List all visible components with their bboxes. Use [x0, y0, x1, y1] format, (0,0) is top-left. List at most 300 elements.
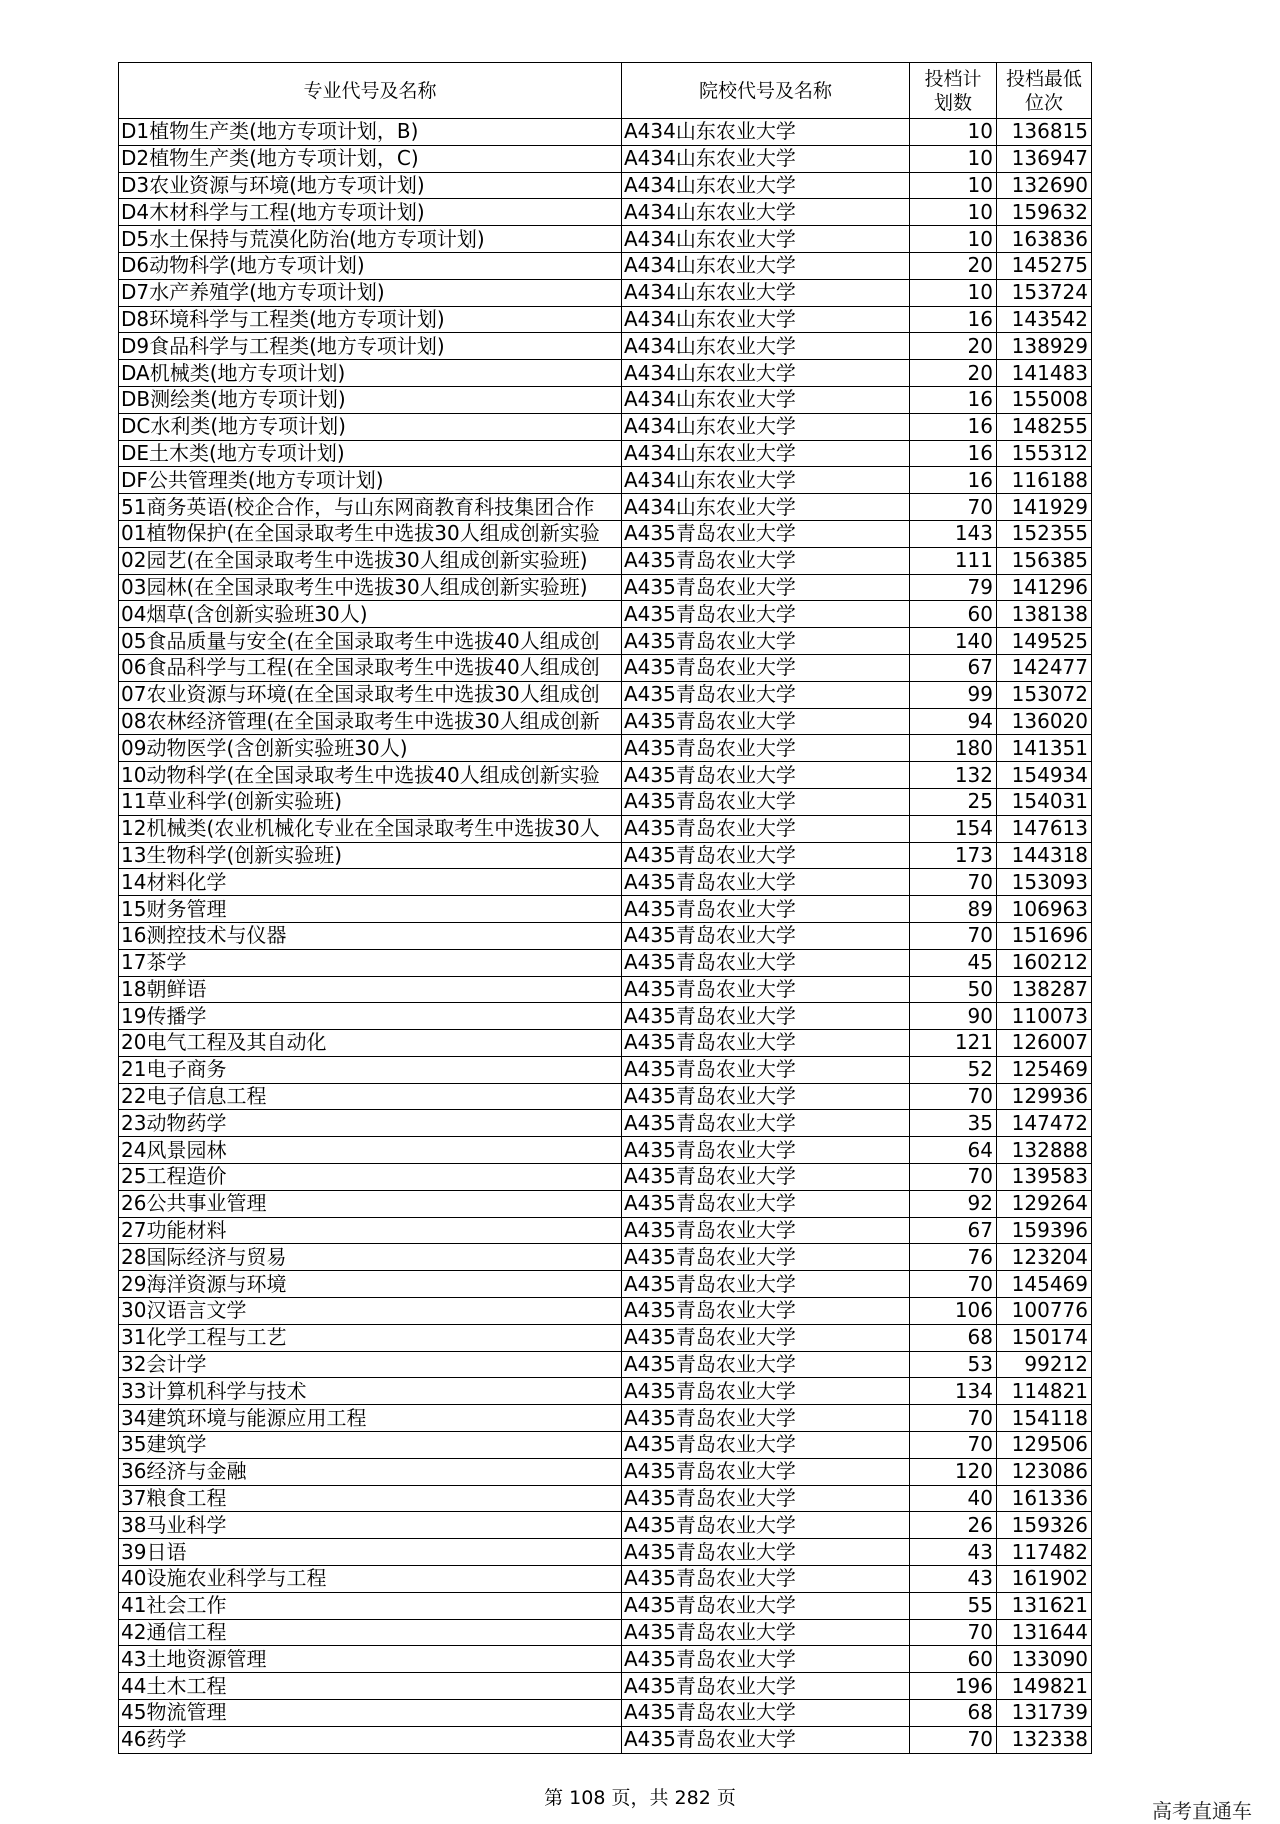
table-row: [119, 279, 1092, 306]
cell-school: A434山东农业大学: [622, 172, 910, 199]
cell-major: 31化学工程与工艺: [119, 1324, 622, 1351]
cell-school: A435青岛农业大学: [622, 1110, 910, 1137]
table-row: [119, 949, 1092, 976]
table-row: [119, 1700, 1092, 1727]
header-rank: [997, 63, 1092, 119]
cell-major: 15财务管理: [119, 896, 622, 923]
cell-min-rank: 152355: [997, 520, 1092, 547]
cell-school: A435青岛农业大学: [622, 628, 910, 655]
cell-plan-count: 43: [910, 1539, 997, 1566]
cell-school: A435青岛农业大学: [622, 1003, 910, 1030]
table-row: [119, 360, 1092, 387]
table-row: [119, 1405, 1092, 1432]
cell-major: 27功能材料: [119, 1217, 622, 1244]
cell-min-rank: 155312: [997, 440, 1092, 467]
table-row: [119, 708, 1092, 735]
cell-plan-count: 70: [910, 1726, 997, 1753]
cell-plan-count: 16: [910, 467, 997, 494]
cell-major: 32会计学: [119, 1351, 622, 1378]
cell-major: DC水利类(地方专项计划): [119, 413, 622, 440]
cell-plan-count: 70: [910, 494, 997, 521]
cell-min-rank: 154118: [997, 1405, 1092, 1432]
table-row: [119, 1003, 1092, 1030]
table-row: [119, 520, 1092, 547]
cell-major: DB测绘类(地方专项计划): [119, 386, 622, 413]
cell-school: A434山东农业大学: [622, 199, 910, 226]
cell-plan-count: 53: [910, 1351, 997, 1378]
cell-plan-count: 20: [910, 333, 997, 360]
table-row: [119, 440, 1092, 467]
cell-school: A435青岛农业大学: [622, 735, 910, 762]
cell-min-rank: 153724: [997, 279, 1092, 306]
table-row: [119, 842, 1092, 869]
cell-school: A435青岛农业大学: [622, 1673, 910, 1700]
cell-plan-count: 99: [910, 681, 997, 708]
cell-school: A435青岛农业大学: [622, 1244, 910, 1271]
cell-school: A434山东农业大学: [622, 226, 910, 253]
cell-major: DE土木类(地方专项计划): [119, 440, 622, 467]
cell-plan-count: 10: [910, 226, 997, 253]
cell-major: DA机械类(地方专项计划): [119, 360, 622, 387]
cell-plan-count: 140: [910, 628, 997, 655]
cell-min-rank: 145275: [997, 252, 1092, 279]
cell-plan-count: 64: [910, 1137, 997, 1164]
cell-major: D9食品科学与工程类(地方专项计划): [119, 333, 622, 360]
cell-major: 13生物科学(创新实验班): [119, 842, 622, 869]
table-row: [119, 1673, 1092, 1700]
cell-major: 42通信工程: [119, 1619, 622, 1646]
cell-plan-count: 154: [910, 815, 997, 842]
cell-school: A435青岛农业大学: [622, 1700, 910, 1727]
cell-min-rank: 100776: [997, 1298, 1092, 1325]
table-row: [119, 1110, 1092, 1137]
header-school: 院校代号及名称: [622, 63, 910, 119]
table-row: [119, 1271, 1092, 1298]
cell-major: 46药学: [119, 1726, 622, 1753]
cell-major: 37粮食工程: [119, 1485, 622, 1512]
cell-major: 41社会工作: [119, 1592, 622, 1619]
cell-plan-count: 79: [910, 574, 997, 601]
table-row: [119, 1512, 1092, 1539]
table-row: [119, 1244, 1092, 1271]
cell-major: D4木材科学与工程(地方专项计划): [119, 199, 622, 226]
cell-plan-count: 16: [910, 440, 997, 467]
cell-min-rank: 141296: [997, 574, 1092, 601]
cell-school: A435青岛农业大学: [622, 762, 910, 789]
cell-plan-count: 70: [910, 1164, 997, 1191]
cell-plan-count: 111: [910, 547, 997, 574]
cell-major: 39日语: [119, 1539, 622, 1566]
cell-major: 30汉语言文学: [119, 1298, 622, 1325]
cell-plan-count: 52: [910, 1056, 997, 1083]
table-header-row: [119, 63, 1092, 119]
cell-plan-count: 50: [910, 976, 997, 1003]
cell-min-rank: 148255: [997, 413, 1092, 440]
cell-plan-count: 20: [910, 360, 997, 387]
cell-min-rank: 144318: [997, 842, 1092, 869]
cell-min-rank: 154031: [997, 788, 1092, 815]
cell-major: 45物流管理: [119, 1700, 622, 1727]
table-row: [119, 252, 1092, 279]
cell-school: A435青岛农业大学: [622, 1217, 910, 1244]
cell-min-rank: 160212: [997, 949, 1092, 976]
cell-major: D8环境科学与工程类(地方专项计划): [119, 306, 622, 333]
cell-major: 26公共事业管理: [119, 1190, 622, 1217]
table-row: [119, 601, 1092, 628]
cell-school: A435青岛农业大学: [622, 842, 910, 869]
table-row: [119, 1432, 1092, 1459]
cell-school: A435青岛农业大学: [622, 1566, 910, 1593]
cell-major: 24风景园林: [119, 1137, 622, 1164]
cell-min-rank: 153093: [997, 869, 1092, 896]
table-row: [119, 386, 1092, 413]
cell-min-rank: 138929: [997, 333, 1092, 360]
cell-plan-count: 94: [910, 708, 997, 735]
table-row: [119, 574, 1092, 601]
cell-school: A435青岛农业大学: [622, 1592, 910, 1619]
cell-min-rank: 147613: [997, 815, 1092, 842]
header-plan: [910, 63, 997, 119]
cell-plan-count: 92: [910, 1190, 997, 1217]
cell-plan-count: 90: [910, 1003, 997, 1030]
cell-school: A435青岛农业大学: [622, 1726, 910, 1753]
cell-plan-count: 143: [910, 520, 997, 547]
cell-min-rank: 159326: [997, 1512, 1092, 1539]
cell-school: A435青岛农业大学: [622, 1458, 910, 1485]
table-row: [119, 226, 1092, 253]
cell-school: A434山东农业大学: [622, 119, 910, 146]
table-row: [119, 172, 1092, 199]
cell-major: 08农林经济管理(在全国录取考生中选拔30人组成创新: [119, 708, 622, 735]
cell-plan-count: 16: [910, 386, 997, 413]
cell-major: 22电子信息工程: [119, 1083, 622, 1110]
table-row: [119, 1485, 1092, 1512]
cell-school: A435青岛农业大学: [622, 869, 910, 896]
cell-plan-count: 20: [910, 252, 997, 279]
cell-major: 43土地资源管理: [119, 1646, 622, 1673]
cell-plan-count: 35: [910, 1110, 997, 1137]
table-row: [119, 735, 1092, 762]
cell-min-rank: 141351: [997, 735, 1092, 762]
cell-min-rank: 133090: [997, 1646, 1092, 1673]
cell-plan-count: 60: [910, 1646, 997, 1673]
cell-school: A435青岛农业大学: [622, 1298, 910, 1325]
cell-plan-count: 70: [910, 1271, 997, 1298]
table-row: [119, 1566, 1092, 1593]
table-row: [119, 1539, 1092, 1566]
cell-major: 35建筑学: [119, 1432, 622, 1459]
cell-major: 33计算机科学与技术: [119, 1378, 622, 1405]
cell-min-rank: 150174: [997, 1324, 1092, 1351]
cell-major: 44土木工程: [119, 1673, 622, 1700]
cell-min-rank: 136020: [997, 708, 1092, 735]
table-row: [119, 681, 1092, 708]
cell-major: 51商务英语(校企合作，与山东网商教育科技集团合作: [119, 494, 622, 521]
table-row: [119, 922, 1092, 949]
table-row: [119, 1137, 1092, 1164]
cell-plan-count: 180: [910, 735, 997, 762]
cell-school: A435青岛农业大学: [622, 708, 910, 735]
cell-plan-count: 26: [910, 1512, 997, 1539]
cell-school: A435青岛农业大学: [622, 1324, 910, 1351]
cell-school: A435青岛农业大学: [622, 1485, 910, 1512]
cell-plan-count: 10: [910, 199, 997, 226]
cell-plan-count: 40: [910, 1485, 997, 1512]
cell-plan-count: 68: [910, 1324, 997, 1351]
table-row: [119, 815, 1092, 842]
table-row: [119, 145, 1092, 172]
cell-school: A435青岛农业大学: [622, 1619, 910, 1646]
cell-major: 36经济与金融: [119, 1458, 622, 1485]
cell-major: 19传播学: [119, 1003, 622, 1030]
cell-school: A435青岛农业大学: [622, 1512, 910, 1539]
cell-min-rank: 161902: [997, 1566, 1092, 1593]
cell-plan-count: 70: [910, 1083, 997, 1110]
header-major: 专业代号及名称: [119, 63, 622, 119]
table-row: [119, 976, 1092, 1003]
cell-plan-count: 173: [910, 842, 997, 869]
cell-school: A435青岛农业大学: [622, 601, 910, 628]
cell-min-rank: 142477: [997, 654, 1092, 681]
cell-school: A434山东农业大学: [622, 279, 910, 306]
cell-school: A435青岛农业大学: [622, 1432, 910, 1459]
cell-major: 03园林(在全国录取考生中选拔30人组成创新实验班): [119, 574, 622, 601]
header-rank-line2: 位次: [1024, 91, 1063, 114]
cell-school: A434山东农业大学: [622, 494, 910, 521]
cell-major: 18朝鲜语: [119, 976, 622, 1003]
cell-min-rank: 149821: [997, 1673, 1092, 1700]
table-row: [119, 1030, 1092, 1057]
cell-school: A435青岛农业大学: [622, 922, 910, 949]
cell-min-rank: 155008: [997, 386, 1092, 413]
cell-plan-count: 67: [910, 654, 997, 681]
cell-school: A434山东农业大学: [622, 413, 910, 440]
cell-school: A434山东农业大学: [622, 360, 910, 387]
cell-plan-count: 106: [910, 1298, 997, 1325]
cell-school: A435青岛农业大学: [622, 1164, 910, 1191]
cell-school: A435青岛农业大学: [622, 1271, 910, 1298]
cell-min-rank: 163836: [997, 226, 1092, 253]
cell-plan-count: 70: [910, 922, 997, 949]
cell-school: A435青岛农业大学: [622, 574, 910, 601]
admission-table: [118, 62, 1092, 1754]
cell-min-rank: 136947: [997, 145, 1092, 172]
cell-plan-count: 25: [910, 788, 997, 815]
cell-plan-count: 70: [910, 1432, 997, 1459]
table-row: [119, 1056, 1092, 1083]
cell-plan-count: 16: [910, 413, 997, 440]
cell-plan-count: 16: [910, 306, 997, 333]
cell-major: 11草业科学(创新实验班): [119, 788, 622, 815]
cell-min-rank: 132338: [997, 1726, 1092, 1753]
cell-school: A435青岛农业大学: [622, 1030, 910, 1057]
cell-plan-count: 10: [910, 279, 997, 306]
cell-school: A435青岛农业大学: [622, 1378, 910, 1405]
cell-min-rank: 138138: [997, 601, 1092, 628]
table-row: [119, 333, 1092, 360]
table-row: [119, 1217, 1092, 1244]
cell-min-rank: 132690: [997, 172, 1092, 199]
cell-plan-count: 70: [910, 1405, 997, 1432]
cell-plan-count: 10: [910, 119, 997, 146]
cell-school: A434山东农业大学: [622, 306, 910, 333]
table-body: [119, 119, 1092, 1754]
cell-min-rank: 129264: [997, 1190, 1092, 1217]
table-row: [119, 869, 1092, 896]
cell-plan-count: 67: [910, 1217, 997, 1244]
table-row: [119, 654, 1092, 681]
cell-major: D7水产养殖学(地方专项计划): [119, 279, 622, 306]
cell-plan-count: 10: [910, 172, 997, 199]
watermark: 高考直通车: [1152, 1799, 1252, 1823]
cell-plan-count: 60: [910, 601, 997, 628]
cell-min-rank: 145469: [997, 1271, 1092, 1298]
table-row: [119, 467, 1092, 494]
cell-major: 04烟草(含创新实验班30人): [119, 601, 622, 628]
table-row: [119, 628, 1092, 655]
cell-school: A435青岛农业大学: [622, 976, 910, 1003]
cell-plan-count: 70: [910, 869, 997, 896]
cell-plan-count: 45: [910, 949, 997, 976]
cell-major: 05食品质量与安全(在全国录取考生中选拔40人组成创: [119, 628, 622, 655]
cell-school: A435青岛农业大学: [622, 654, 910, 681]
cell-school: A434山东农业大学: [622, 333, 910, 360]
table-row: [119, 1324, 1092, 1351]
cell-min-rank: 139583: [997, 1164, 1092, 1191]
cell-school: A435青岛农业大学: [622, 1539, 910, 1566]
cell-min-rank: 131644: [997, 1619, 1092, 1646]
cell-school: A435青岛农业大学: [622, 788, 910, 815]
cell-school: A435青岛农业大学: [622, 1137, 910, 1164]
cell-min-rank: 161336: [997, 1485, 1092, 1512]
cell-major: 06食品科学与工程(在全国录取考生中选拔40人组成创: [119, 654, 622, 681]
table-row: [119, 547, 1092, 574]
table-row: [119, 306, 1092, 333]
cell-plan-count: 76: [910, 1244, 997, 1271]
cell-min-rank: 123086: [997, 1458, 1092, 1485]
table-row: [119, 896, 1092, 923]
table-row: [119, 788, 1092, 815]
cell-min-rank: 131739: [997, 1700, 1092, 1727]
cell-plan-count: 10: [910, 145, 997, 172]
cell-min-rank: 129936: [997, 1083, 1092, 1110]
cell-major: 14材料化学: [119, 869, 622, 896]
cell-school: A435青岛农业大学: [622, 1646, 910, 1673]
cell-major: 17茶学: [119, 949, 622, 976]
table-row: [119, 1298, 1092, 1325]
cell-min-rank: 123204: [997, 1244, 1092, 1271]
cell-major: 29海洋资源与环境: [119, 1271, 622, 1298]
table-row: [119, 1726, 1092, 1753]
cell-plan-count: 55: [910, 1592, 997, 1619]
table-row: [119, 1351, 1092, 1378]
cell-school: A435青岛农业大学: [622, 949, 910, 976]
cell-min-rank: 141483: [997, 360, 1092, 387]
header-rank-line1: 投档最低: [1005, 67, 1082, 90]
cell-school: A435青岛农业大学: [622, 1056, 910, 1083]
cell-school: A434山东农业大学: [622, 145, 910, 172]
table-row: [119, 762, 1092, 789]
cell-major: 10动物科学(在全国录取考生中选拔40人组成创新实验: [119, 762, 622, 789]
cell-min-rank: 141929: [997, 494, 1092, 521]
cell-major: 25工程造价: [119, 1164, 622, 1191]
cell-min-rank: 132888: [997, 1137, 1092, 1164]
cell-school: A435青岛农业大学: [622, 547, 910, 574]
table-row: [119, 1190, 1092, 1217]
cell-min-rank: 116188: [997, 467, 1092, 494]
cell-school: A435青岛农业大学: [622, 1190, 910, 1217]
cell-min-rank: 114821: [997, 1378, 1092, 1405]
table-row: [119, 1646, 1092, 1673]
cell-major: D3农业资源与环境(地方专项计划): [119, 172, 622, 199]
cell-major: 07农业资源与环境(在全国录取考生中选拔30人组成创: [119, 681, 622, 708]
header-plan-line1: 投档计: [924, 67, 982, 90]
cell-min-rank: 106963: [997, 896, 1092, 923]
cell-min-rank: 149525: [997, 628, 1092, 655]
cell-min-rank: 110073: [997, 1003, 1092, 1030]
cell-school: A435青岛农业大学: [622, 1083, 910, 1110]
table-row: [119, 1378, 1092, 1405]
cell-major: 02园艺(在全国录取考生中选拔30人组成创新实验班): [119, 547, 622, 574]
page-footer: 第 108 页，共 282 页: [544, 1787, 736, 1809]
cell-min-rank: 147472: [997, 1110, 1092, 1137]
cell-school: A434山东农业大学: [622, 252, 910, 279]
cell-plan-count: 68: [910, 1700, 997, 1727]
cell-min-rank: 136815: [997, 119, 1092, 146]
table-row: [119, 1164, 1092, 1191]
cell-school: A435青岛农业大学: [622, 681, 910, 708]
table-row: [119, 119, 1092, 146]
table-row: [119, 413, 1092, 440]
header-plan-line2: 划数: [933, 91, 972, 114]
cell-major: 40设施农业科学与工程: [119, 1566, 622, 1593]
cell-major: DF公共管理类(地方专项计划): [119, 467, 622, 494]
cell-plan-count: 121: [910, 1030, 997, 1057]
table-row: [119, 199, 1092, 226]
cell-major: 21电子商务: [119, 1056, 622, 1083]
cell-major: 09动物医学(含创新实验班30人): [119, 735, 622, 762]
cell-school: A435青岛农业大学: [622, 815, 910, 842]
cell-plan-count: 134: [910, 1378, 997, 1405]
cell-min-rank: 153072: [997, 681, 1092, 708]
table-row: [119, 1083, 1092, 1110]
cell-min-rank: 156385: [997, 547, 1092, 574]
cell-major: 34建筑环境与能源应用工程: [119, 1405, 622, 1432]
cell-major: D2植物生产类(地方专项计划，C): [119, 145, 622, 172]
table-row: [119, 494, 1092, 521]
cell-min-rank: 131621: [997, 1592, 1092, 1619]
cell-major: D5水土保持与荒漠化防治(地方专项计划): [119, 226, 622, 253]
cell-plan-count: 89: [910, 896, 997, 923]
cell-major: D1植物生产类(地方专项计划，B): [119, 119, 622, 146]
cell-school: A435青岛农业大学: [622, 1405, 910, 1432]
cell-min-rank: 117482: [997, 1539, 1092, 1566]
cell-plan-count: 70: [910, 1619, 997, 1646]
cell-school: A434山东农业大学: [622, 467, 910, 494]
cell-min-rank: 159396: [997, 1217, 1092, 1244]
cell-major: 38马业科学: [119, 1512, 622, 1539]
cell-major: 12机械类(农业机械化专业在全国录取考生中选拔30人: [119, 815, 622, 842]
cell-school: A434山东农业大学: [622, 440, 910, 467]
table-row: [119, 1458, 1092, 1485]
table-row: [119, 1619, 1092, 1646]
cell-min-rank: 138287: [997, 976, 1092, 1003]
cell-min-rank: 154934: [997, 762, 1092, 789]
cell-plan-count: 43: [910, 1566, 997, 1593]
cell-plan-count: 120: [910, 1458, 997, 1485]
cell-min-rank: 151696: [997, 922, 1092, 949]
cell-major: 23动物药学: [119, 1110, 622, 1137]
